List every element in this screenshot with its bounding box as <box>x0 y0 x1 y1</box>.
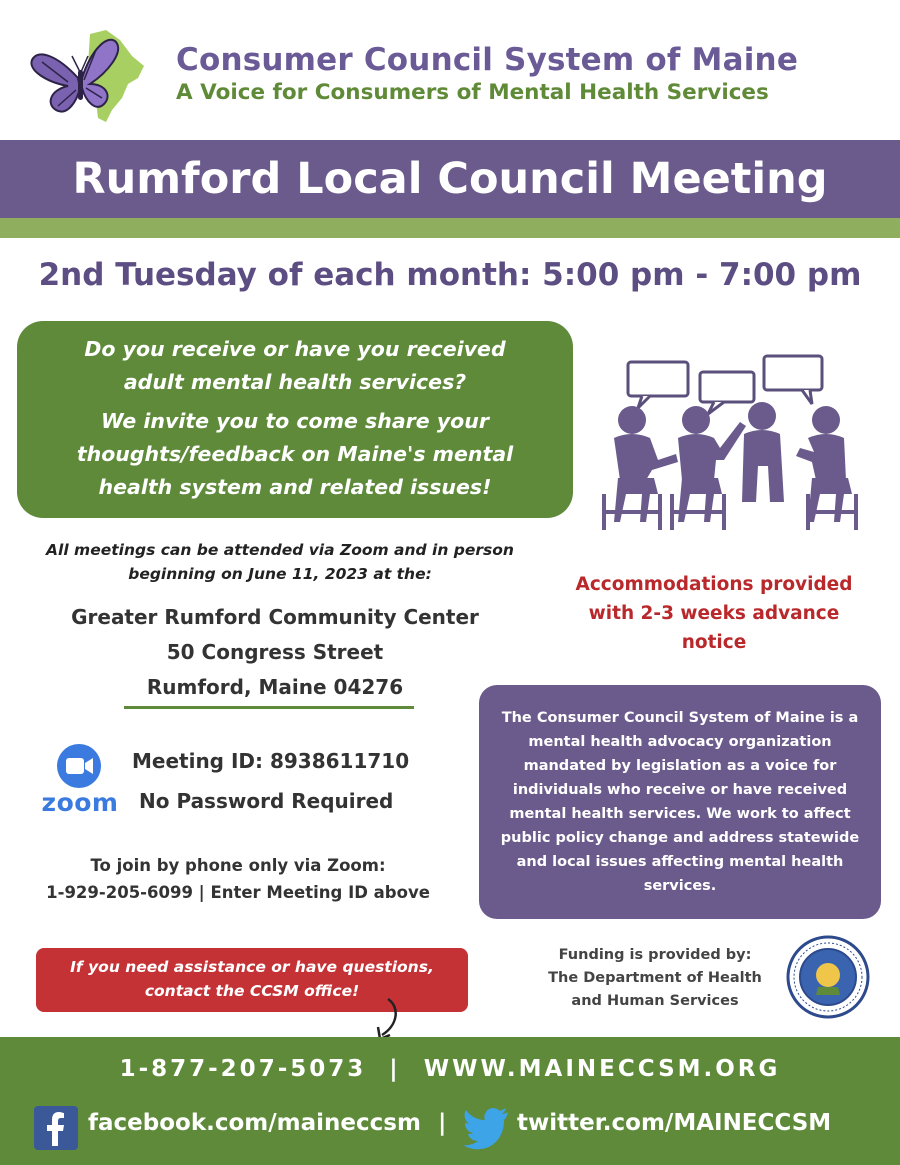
assistance-line-2: contact the CCSM office! <box>144 982 360 1000</box>
facebook-icon[interactable] <box>34 1106 78 1150</box>
venue-address <box>30 600 520 705</box>
venue-city: Rumford, Maine 04276 <box>146 675 404 699</box>
funding-line-2: and Human Services <box>571 993 739 1009</box>
footer-phone[interactable]: 1-877-207-5073 <box>119 1056 367 1082</box>
about-box: The Consumer Council System of Maine is a mental health advocacy organization mandated by legislation as a voice for individuals who receive or have received mental health services. We work to affect public policy change and address statewide and local issues affecting mental health services. <box>479 685 881 919</box>
invitation-box <box>17 321 573 518</box>
assistance-line-1: If you need assistance or have questions, <box>70 958 434 976</box>
funding-line-1: The Department of Health <box>548 970 762 986</box>
org-tagline: A Voice for Consumers of Mental Health Services <box>176 80 769 105</box>
title-accent-stripe <box>0 218 900 238</box>
footer-separator: | <box>389 1056 401 1082</box>
invitation-question: Do you receive or have you received adult mental health services? <box>84 337 506 394</box>
video-camera-icon <box>56 743 102 789</box>
footer-website[interactable]: WWW.MAINECCSM.ORG <box>423 1056 781 1082</box>
phone-join-detail: 1-929-205-6099 | Enter Meeting ID above <box>46 883 430 902</box>
butterfly-maine-icon <box>28 26 148 122</box>
invitation-text: We invite you to come share your thoughts/feedback on Maine's mental health system and related issues! <box>76 409 514 499</box>
page-title: Rumford Local Council Meeting <box>72 154 828 204</box>
phone-join-heading: To join by phone only via Zoom: <box>90 856 386 875</box>
meeting-schedule: 2nd Tuesday of each month: 5:00 pm - 7:00 pm <box>38 257 862 293</box>
attendance-note: All meetings can be attended via Zoom and in person beginning on June 11, 2023 at the: <box>46 541 514 583</box>
footer-social-separator: | <box>438 1110 447 1136</box>
venue-name: Greater Rumford Community Center <box>71 605 479 629</box>
funding-info <box>530 944 780 1013</box>
accommodations-note: Accommodations provided with 2-3 weeks advance notice <box>575 574 853 653</box>
dhhs-seal-icon <box>786 935 870 1019</box>
password-note: No Password Required <box>139 789 394 813</box>
footer-contact <box>0 1056 900 1082</box>
people-discussion-icon <box>590 352 870 530</box>
org-name: Consumer Council System of Maine <box>176 42 799 78</box>
facebook-link[interactable]: facebook.com/maineccsm <box>88 1110 421 1136</box>
funding-heading: Funding is provided by: <box>558 947 752 963</box>
twitter-link[interactable]: twitter.com/MAINECCSM <box>517 1110 832 1136</box>
phone-join-info <box>0 852 476 906</box>
zoom-logo: zoom <box>41 788 119 817</box>
twitter-bird-icon[interactable] <box>462 1104 510 1150</box>
divider <box>124 706 414 709</box>
meeting-id: Meeting ID: 8938611710 <box>132 749 410 773</box>
venue-street: 50 Congress Street <box>166 640 384 664</box>
